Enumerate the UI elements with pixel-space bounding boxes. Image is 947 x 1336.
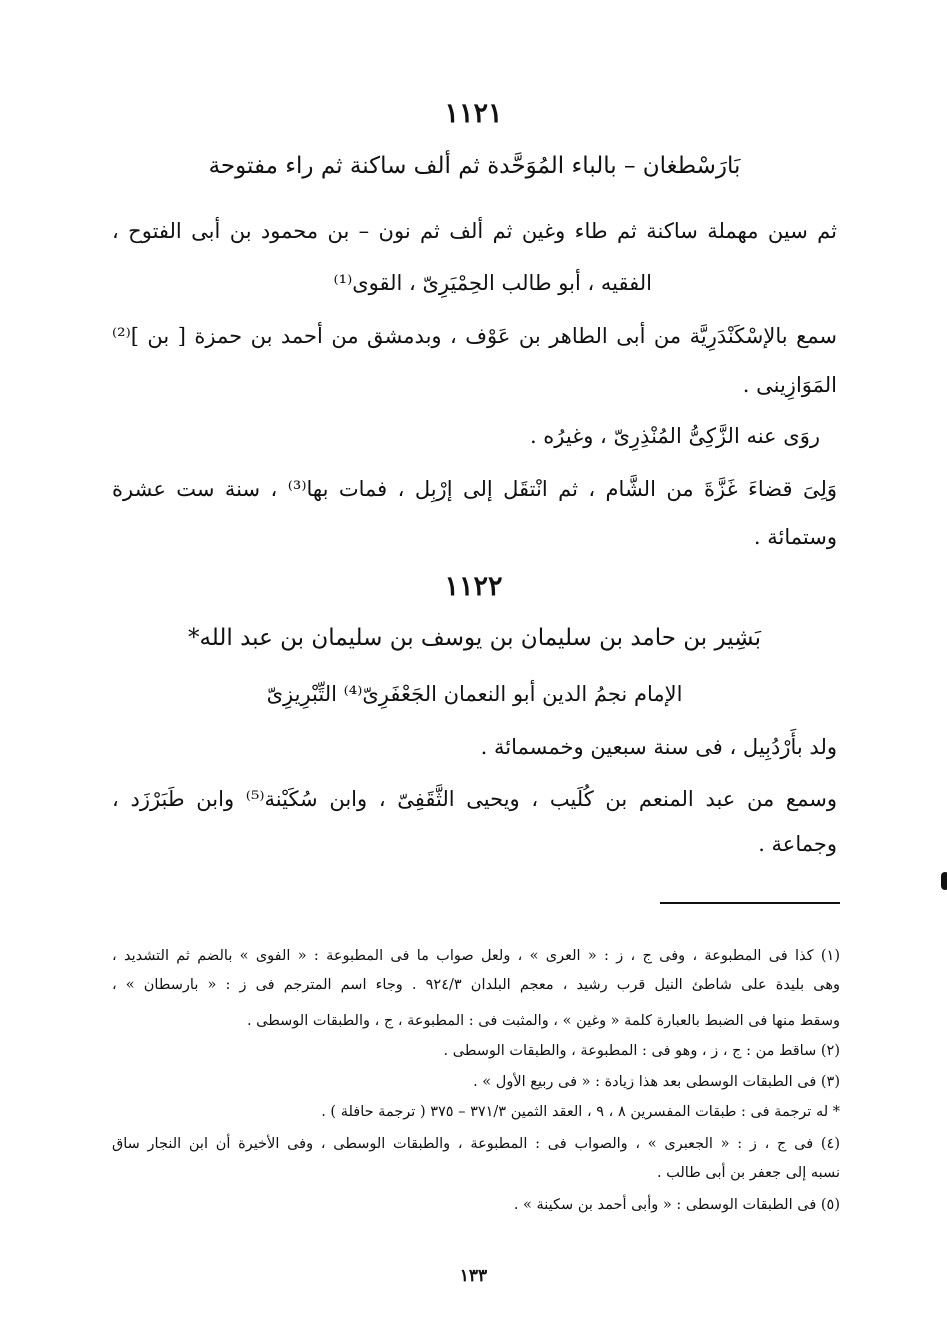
entry-text-line: وَلِىَ قضاءَ غَزَّةَ من الشَّام ، ثم انْتقَل إلى إرْبِل ، فمات بها⁽³⁾ ، سنة ست عشرة [112, 477, 837, 501]
footnote-separator [660, 902, 840, 904]
page-number: ١٣٣ [459, 1266, 488, 1286]
entry-text-line: سمع بالإسْكَنْدَرِيَّة من أبى الطاهر بن عَوْف ، وبدمشق من أحمد بن حمزة [ بن ]⁽²⁾ [112, 324, 837, 348]
footnote-line: وسقط منها فى الضبط بالعبارة كلمة « وغين » ، والمثبت فى : المطبوعة ، ج ، والطبقات الوسطى . [246, 1013, 840, 1029]
entry-heading: بَارَسْطغان – بالباء المُوَحَّدة ثم ألف ساكنة ثم راء مفتوحة [208, 153, 741, 179]
entry-text-line: وجماعة . [758, 832, 837, 856]
entry-text-line: المَوَازِينى . [742, 373, 837, 397]
entry-number: ١١٢٢ [444, 571, 503, 602]
scan-edge-mark [941, 872, 947, 890]
footnote-line: * له ترجمة فى : طبقات المفسرين ٨ ، ٩ ، العقد الثمين ٣٧١/٣ – ٣٧٥ ( ترجمة حافلة ) . [321, 1104, 840, 1120]
entry-text-line: وستمائة . [753, 525, 837, 549]
footnote-line: (٢) ساقط من : ج ، ز ، وهو فى : المطبوعة ، والطبقات الوسطى . [443, 1043, 840, 1059]
entry-number: ١١٢١ [444, 98, 503, 129]
footnote-line: (٥) فى الطبقات الوسطى : « وأبى أحمد بن سكينة » . [513, 1197, 840, 1213]
footnote-line: نسبه إلى جعفر بن أبى طالب . [656, 1165, 840, 1181]
footnote-line: (٤) فى ج ، ز : « الجعبرى » ، والصواب فى : المطبوعة ، والطبقات الوسطى ، وفى الأخيرة أن ابن النجار ساق [112, 1136, 840, 1152]
entry-text-line: وسمع من عبد المنعم بن كُلَيب ، ويحيى الثَّقَفِىّ ، وابن سُكَيْنة⁽⁵⁾ وابن طَبَرْزَد ، [112, 787, 837, 811]
footnote-line: (١) كذا فى المطبوعة ، وفى ج ، ز : « العرى » ، ولعل صواب ما فى المطبوعة : « الفوى » بالضم ثم التشديد ، [112, 948, 840, 964]
entry-text-line: الفقيه ، أبو طالب الحِمْيَرِىّ ، القوى⁽¹⁾ [333, 271, 652, 295]
entry-text-line: روَى عنه الزَّكِىُّ المُنْذِرِىّ ، وغيرُه . [529, 424, 820, 448]
entry-text-line: الإمام نجمُ الدين أبو النعمان الجَعْفَرِىّ⁽⁴⁾ التِّبْرِيزِىّ [266, 682, 683, 706]
entry-heading: بَشِير بن حامد بن سليمان بن يوسف بن سليمان بن عبد الله* [187, 625, 762, 651]
entry-text-line: ثم سين مهملة ساكنة ثم طاء وغين ثم ألف ثم نون – بن محمود بن أبى الفتوح ، [112, 219, 837, 243]
footnote-line: (٣) فى الطبقات الوسطى بعد هذا زيادة : « فى ربيع الأول » . [473, 1074, 840, 1090]
entry-text-line: ولد بأَرْدُبِيل ، فى سنة سبعين وخمسمائة . [480, 735, 837, 759]
footnote-line: وهى بليدة على شاطئ النيل قرب رشيد ، معجم البلدان ٩٢٤/٣ . وجاء اسم المترجم فى ز : « بارسطان » ، [112, 977, 840, 993]
